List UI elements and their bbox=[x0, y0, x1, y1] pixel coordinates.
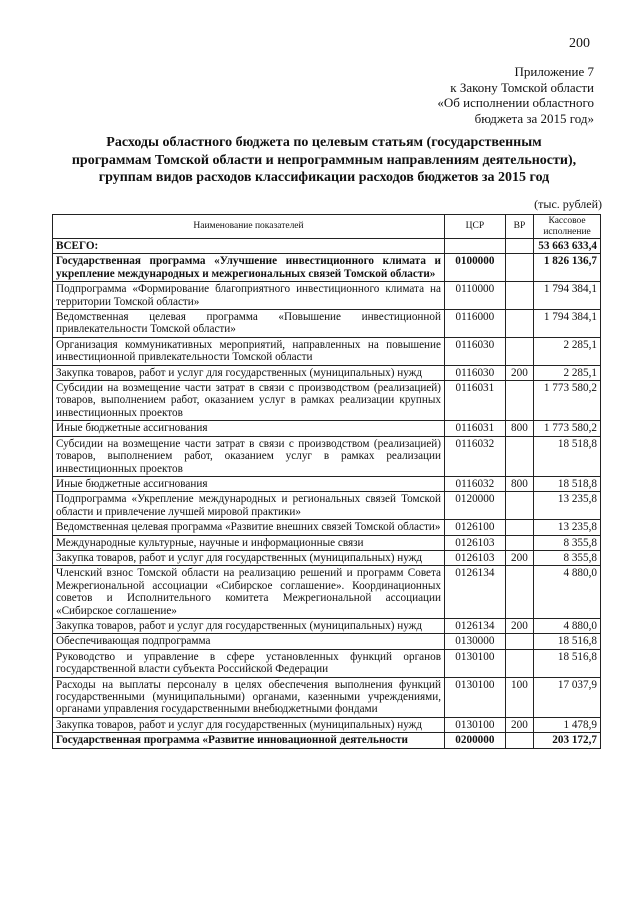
row-vr-cell: 200 bbox=[505, 550, 533, 565]
title-line: Расходы областного бюджета по целевым статьям (государственным bbox=[106, 135, 542, 150]
table-row bbox=[53, 365, 601, 380]
table-row bbox=[53, 550, 601, 565]
table-row bbox=[53, 421, 601, 436]
row-vr-cell: 200 bbox=[505, 618, 533, 633]
row-name-cell: Организация коммуникативных мероприятий, направленных на повышение инвестиционной привлекательности Томской области bbox=[53, 337, 445, 365]
table-row bbox=[53, 618, 601, 633]
row-csr-cell: 0130100 bbox=[445, 717, 506, 732]
header-sum: Кассовое исполнение bbox=[534, 215, 601, 239]
appendix-line: к Закону Томской области bbox=[450, 79, 594, 95]
table-row bbox=[53, 733, 601, 748]
row-vr-cell bbox=[505, 381, 533, 421]
appendix-line: бюджета за 2015 год» bbox=[474, 110, 594, 126]
table-row bbox=[53, 535, 601, 550]
row-csr-cell: 0130100 bbox=[445, 649, 506, 677]
row-name-cell: Подпрограмма «Формирование благоприятного инвестиционного климата на территории Томской области» bbox=[53, 282, 445, 310]
table-row bbox=[53, 649, 601, 677]
row-sum-cell: 13 235,8 bbox=[534, 492, 601, 520]
budget-table bbox=[52, 214, 601, 749]
table-row bbox=[53, 520, 601, 535]
row-name-cell: Субсидии на возмещение части затрат в связи с производством (реализацией) товаров, выполнением работ, оказанием услуг в рамках реализации инвестиционных проектов bbox=[53, 436, 445, 476]
row-name-cell: Расходы на выплаты персоналу в целях обеспечения выполнения функций государственными (муниципальными) органами, казенными учреждениями, органами управления государственными внебюджетными фондами bbox=[53, 677, 445, 717]
table-row bbox=[53, 239, 601, 254]
row-vr-cell bbox=[505, 520, 533, 535]
row-vr-cell: 200 bbox=[505, 365, 533, 380]
row-vr-cell bbox=[505, 337, 533, 365]
header-csr: ЦСР bbox=[445, 215, 506, 239]
row-csr-cell: 0116032 bbox=[445, 476, 506, 491]
row-sum-cell: 4 880,0 bbox=[534, 566, 601, 619]
row-name-cell: Иные бюджетные ассигнования bbox=[53, 421, 445, 436]
row-vr-cell: 100 bbox=[505, 677, 533, 717]
row-name-cell: Ведомственная целевая программа «Развитие внешних связей Томской области» bbox=[53, 520, 445, 535]
table-body bbox=[53, 239, 601, 749]
table-row bbox=[53, 282, 601, 310]
table-row bbox=[53, 381, 601, 421]
row-sum-cell: 8 355,8 bbox=[534, 535, 601, 550]
header-vr: ВР bbox=[505, 215, 533, 239]
row-name-cell: ВСЕГО: bbox=[53, 239, 445, 254]
row-sum-cell: 1 478,9 bbox=[534, 717, 601, 732]
row-sum-cell: 18 518,8 bbox=[534, 436, 601, 476]
table-row bbox=[53, 476, 601, 491]
row-sum-cell: 18 516,8 bbox=[534, 649, 601, 677]
row-vr-cell bbox=[505, 310, 533, 338]
row-csr-cell: 0126103 bbox=[445, 550, 506, 565]
row-name-cell: Закупка товаров, работ и услуг для государственных (муниципальных) нужд bbox=[53, 618, 445, 633]
table-row bbox=[53, 436, 601, 476]
title-line: программам Томской области и непрограммным направлениям деятельности), bbox=[71, 152, 577, 168]
row-name-cell: Иные бюджетные ассигнования bbox=[53, 476, 445, 491]
table-row bbox=[53, 337, 601, 365]
row-name-cell: Субсидии на возмещение части затрат в связи с производством (реализацией) товаров, выполнением работ, оказанием услуг в рамках реализации крупных инвестиционных проектов bbox=[53, 381, 445, 421]
appendix-line: «Об исполнении областного bbox=[437, 95, 594, 110]
row-name-cell: Членский взнос Томской области на реализацию решений и программ Совета Межрегиональной ассоциации «Сибирское соглашение». Координационных советов и Исполнительного комитета Межрегиональной ассоциации «Сибирское соглашение» bbox=[53, 566, 445, 619]
table-row bbox=[53, 310, 601, 338]
table-row bbox=[53, 677, 601, 717]
row-sum-cell: 17 037,9 bbox=[534, 677, 601, 717]
row-csr-cell: 0126100 bbox=[445, 520, 506, 535]
table-header-row bbox=[53, 215, 601, 239]
row-vr-cell: 800 bbox=[505, 421, 533, 436]
row-sum-cell: 1 794 384,1 bbox=[534, 310, 601, 338]
table-row bbox=[53, 634, 601, 649]
row-csr-cell: 0126134 bbox=[445, 566, 506, 619]
row-name-cell: Руководство и управление в сфере установленных функций органов государственной власти субъекта Российской Федерации bbox=[53, 649, 445, 677]
row-name-cell: Закупка товаров, работ и услуг для государственных (муниципальных) нужд bbox=[53, 550, 445, 565]
row-sum-cell: 1 826 136,7 bbox=[534, 254, 601, 282]
row-vr-cell bbox=[505, 282, 533, 310]
row-vr-cell bbox=[505, 634, 533, 649]
row-csr-cell: 0200000 bbox=[445, 733, 506, 748]
row-sum-cell: 18 518,8 bbox=[534, 476, 601, 491]
row-csr-cell: 0110000 bbox=[445, 282, 506, 310]
row-name-cell: Закупка товаров, работ и услуг для государственных (муниципальных) нужд bbox=[53, 365, 445, 380]
row-name-cell: Подпрограмма «Укрепление международных и региональных связей Томской области и привлечение лучшей мировой практики» bbox=[53, 492, 445, 520]
row-vr-cell bbox=[505, 492, 533, 520]
row-csr-cell: 0116031 bbox=[445, 421, 506, 436]
title-line: группам видов расходов классификации расходов бюджетов за 2015 год bbox=[98, 170, 550, 185]
table-row bbox=[53, 717, 601, 732]
row-vr-cell bbox=[505, 239, 533, 254]
row-sum-cell: 53 663 633,4 bbox=[534, 239, 601, 254]
row-name-cell: Закупка товаров, работ и услуг для государственных (муниципальных) нужд bbox=[53, 717, 445, 732]
row-vr-cell bbox=[505, 535, 533, 550]
table-row bbox=[53, 254, 601, 282]
row-vr-cell bbox=[505, 436, 533, 476]
row-csr-cell: 0130100 bbox=[445, 677, 506, 717]
row-csr-cell: 0100000 bbox=[445, 254, 506, 282]
header-name: Наименование показателей bbox=[53, 215, 445, 239]
row-name-cell: Ведомственная целевая программа «Повышение инвестиционной привлекательности Томской области» bbox=[53, 310, 445, 338]
row-sum-cell: 1 794 384,1 bbox=[534, 282, 601, 310]
row-vr-cell bbox=[505, 566, 533, 619]
row-name-cell: Международные культурные, научные и информационные связи bbox=[53, 535, 445, 550]
appendix-note bbox=[437, 64, 594, 126]
row-vr-cell bbox=[505, 649, 533, 677]
row-vr-cell: 200 bbox=[505, 717, 533, 732]
document-title bbox=[50, 134, 598, 187]
page-number: 200 bbox=[569, 36, 590, 51]
row-sum-cell: 203 172,7 bbox=[534, 733, 601, 748]
row-csr-cell: 0116032 bbox=[445, 436, 506, 476]
row-csr-cell: 0116031 bbox=[445, 381, 506, 421]
row-csr-cell: 0130000 bbox=[445, 634, 506, 649]
row-sum-cell: 18 516,8 bbox=[534, 634, 601, 649]
row-csr-cell: 0116030 bbox=[445, 365, 506, 380]
table-row bbox=[53, 566, 601, 619]
row-sum-cell: 8 355,8 bbox=[534, 550, 601, 565]
row-name-cell: Государственная программа «Улучшение инвестиционного климата и укрепление международных и межрегиональных связей Томской области» bbox=[53, 254, 445, 282]
row-csr-cell: 0120000 bbox=[445, 492, 506, 520]
row-csr-cell: 0116030 bbox=[445, 337, 506, 365]
row-csr-cell: 0126134 bbox=[445, 618, 506, 633]
row-name-cell: Обеспечивающая подпрограмма bbox=[53, 634, 445, 649]
table-row bbox=[53, 492, 601, 520]
row-sum-cell: 2 285,1 bbox=[534, 337, 601, 365]
row-vr-cell bbox=[505, 254, 533, 282]
row-csr-cell: 0116000 bbox=[445, 310, 506, 338]
row-sum-cell: 1 773 580,2 bbox=[534, 421, 601, 436]
appendix-line: Приложение 7 bbox=[514, 64, 594, 79]
row-vr-cell: 800 bbox=[505, 476, 533, 491]
row-csr-cell: 0126103 bbox=[445, 535, 506, 550]
row-csr-cell bbox=[445, 239, 506, 254]
row-sum-cell: 13 235,8 bbox=[534, 520, 601, 535]
row-name-cell: Государственная программа «Развитие инновационной деятельности bbox=[53, 733, 445, 748]
row-sum-cell: 1 773 580,2 bbox=[534, 381, 601, 421]
row-vr-cell bbox=[505, 733, 533, 748]
row-sum-cell: 2 285,1 bbox=[534, 365, 601, 380]
row-sum-cell: 4 880,0 bbox=[534, 618, 601, 633]
units-label: (тыс. рублей) bbox=[534, 197, 602, 211]
